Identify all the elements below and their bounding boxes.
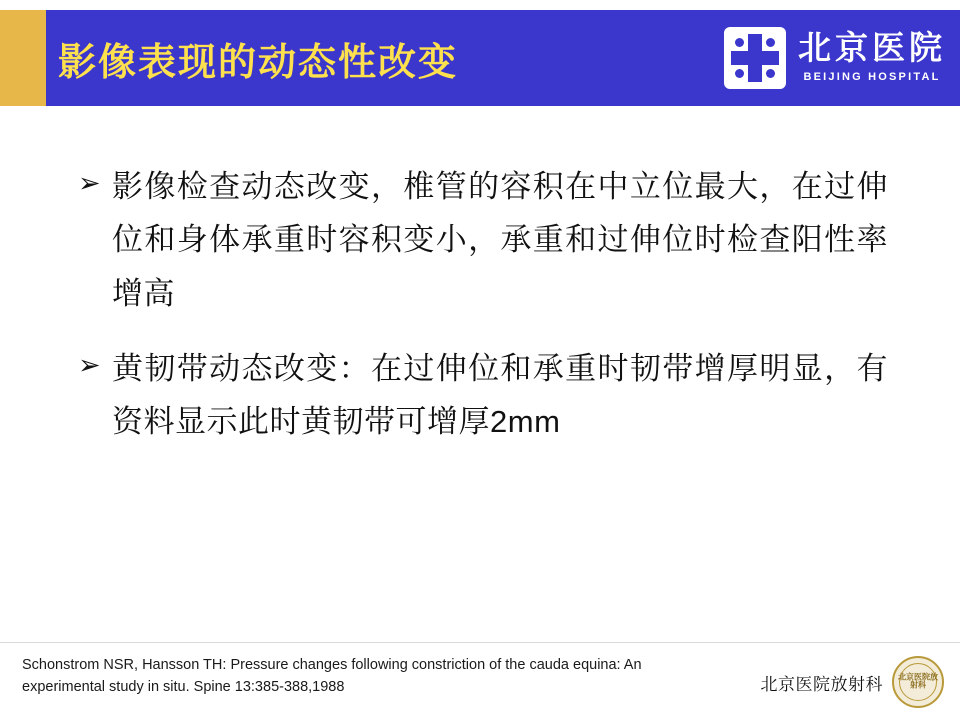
bullet-arrow-icon: ➢	[78, 168, 101, 198]
hospital-logo	[724, 18, 946, 98]
bullet-text: 黄韧带动态改变：在过伸位和承重时韧带增厚明显，有资料显示此时黄韧带可增厚2mm	[112, 350, 888, 440]
hospital-name-cn: 北京医院	[798, 31, 946, 67]
reference-citation: Schonstrom NSR, Hansson TH: Pressure changes following constriction of the cauda equina: An experimental study in situ. Spine 13:385-388,1988	[22, 657, 642, 696]
bullet-arrow-icon: ➢	[78, 349, 101, 380]
wechat-account-label: 北京医院放射科	[760, 674, 883, 694]
slide-content	[78, 160, 888, 471]
hospital-name-en: BEIJING HOSPITAL	[803, 71, 941, 83]
department-seal-text: 北京医院放射科	[898, 672, 938, 690]
footer-divider	[0, 642, 960, 643]
wechat-account-badge	[761, 656, 945, 708]
slide-footer	[0, 642, 960, 720]
department-seal-icon	[892, 656, 944, 708]
medical-cross-icon	[724, 27, 786, 89]
bullet-text: 影像检查动态改变，椎管的容积在中立位最大，在过伸位和身体承重时容积变小，承重和过伸位时检查阳性率增高	[112, 169, 888, 311]
list-item	[78, 160, 888, 320]
list-item	[78, 342, 888, 449]
page-title: 影像表现的动态性改变	[58, 41, 459, 84]
header-accent-bar	[0, 10, 46, 106]
hospital-logo-text	[798, 33, 946, 83]
